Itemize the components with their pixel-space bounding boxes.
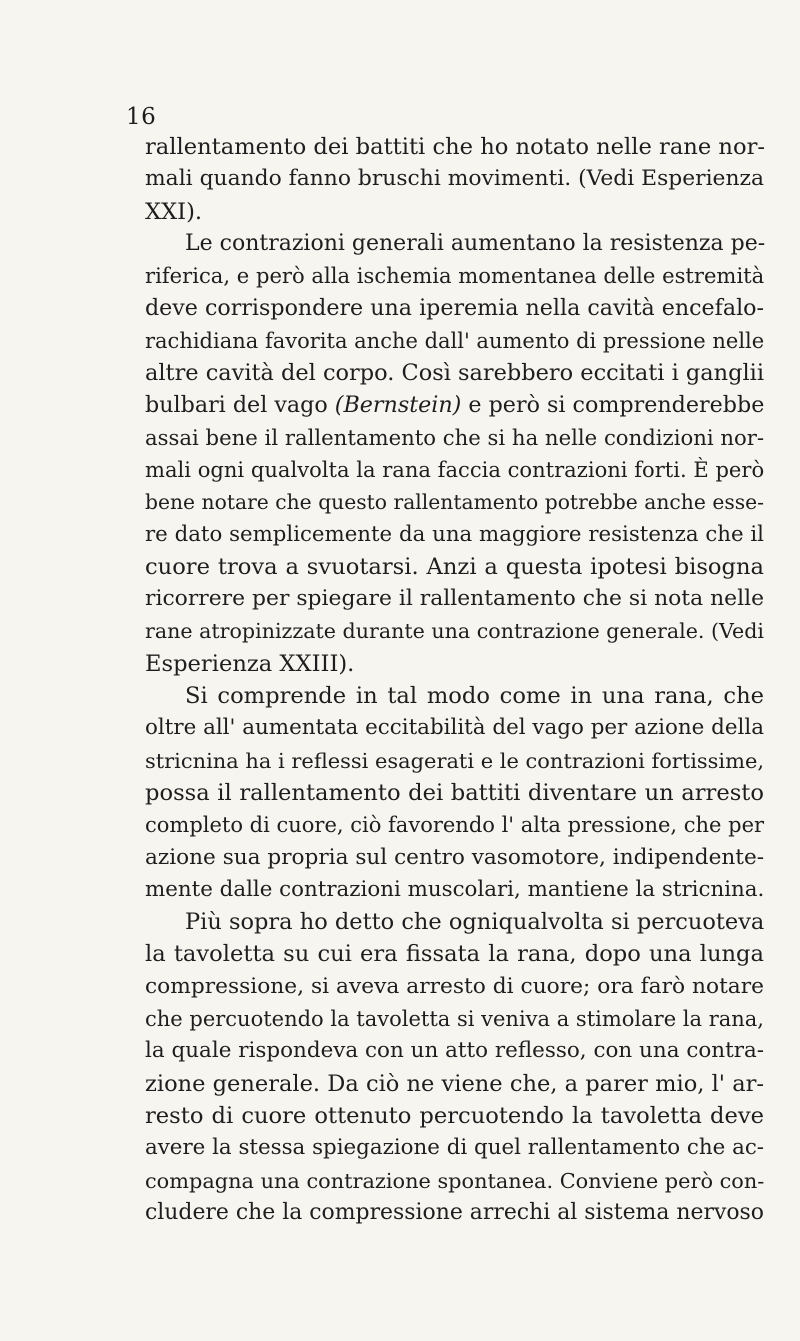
text-line: rane atropinizzate durante una contrazione generale. (Vedi — [145, 619, 764, 644]
text-line: che percuotendo la tavoletta si veniva a stimolare la rana, — [145, 1006, 764, 1032]
body-text — [145, 131, 764, 1229]
text-line: la tavoletta su cui era fissata la rana, dopo una lunga — [145, 941, 764, 968]
text-line: mente dalle contrazioni muscolari, mantiene la stricnina. — [145, 876, 765, 902]
text-line: azione sua propria sul centro vasomotore, indipendente- — [145, 844, 764, 870]
citation-bernstein: (Bernstein) — [334, 392, 462, 419]
text-line: compressione, si aveva arresto di cuore; ora farò notare — [145, 973, 764, 999]
text-line: rachidiana favorita anche dall' aumento di pressione nelle — [145, 327, 765, 353]
text-line: cludere che la compressione arrechi al sistema nervoso — [145, 1199, 764, 1225]
text-line: bene notare che questo rallentamento potrebbe anche esse- — [145, 490, 764, 515]
text-line: ricorrere per spiegare il rallentamento che si nota nelle — [145, 586, 765, 612]
text-line: stricnina ha i reflessi esagerati e le contrazioni fortissime, — [145, 748, 764, 773]
paragraph-start-line: Le contrazioni generali aumentano la resistenza pe- — [185, 230, 766, 256]
text-line: cuore trova a svuotarsi. Anzi a questa ipotesi bisogna — [145, 553, 764, 580]
text-line: avere la stessa spiegazione di quel rallentamento che ac- — [145, 1135, 764, 1161]
text-line: mali ogni qualvolta la rana faccia contrazioni forti. È però — [145, 456, 765, 482]
paragraph-start-line: Si comprende in tal modo come in una rana, che — [185, 683, 764, 710]
text-line: possa il rallentamento dei battiti diventare un arresto — [145, 779, 764, 806]
text-line: altre cavità del corpo. Così sarebbero eccitati i ganglii — [145, 360, 764, 387]
text-line: oltre all' aumentata eccitabilità del vago per azione della — [145, 715, 764, 741]
text-line: mali quando fanno bruschi movimenti. (Vedi Esperienza — [145, 166, 764, 192]
text-line: la quale rispondeva con un atto reflesso, con una contra- — [145, 1038, 764, 1064]
text-line: completo di cuore, ciò favorendo l' alta pressione, che per — [145, 812, 765, 838]
text-line: XXI). — [145, 198, 203, 225]
text-line: riferica, e però alla ischemia momentanea delle estremità — [145, 263, 765, 289]
text-line: rallentamento dei battiti che ho notato nelle rane nor- — [145, 134, 766, 160]
text-line: Esperienza XXIII). — [145, 650, 355, 677]
text-line: compagna una contrazione spontanea. Conviene però con- — [145, 1168, 765, 1193]
text-line: deve corrispondere una iperemia nella cavità encefalo- — [145, 295, 764, 322]
text-line: re dato semplicemente da una maggiore resistenza che il — [145, 521, 764, 547]
page-number: 16 — [126, 104, 157, 130]
text-fragment: bulbari del vago — [145, 392, 335, 419]
paragraph-start-line: Più sopra ho detto che ogniqualvolta si percuoteva — [185, 909, 765, 936]
text-line: resto di cuore ottenuto percuotendo la tavoletta deve — [145, 1102, 764, 1129]
text-line: assai bene il rallentamento che si ha nelle condizioni nor- — [145, 424, 765, 450]
text-fragment: e però si comprenderebbe — [461, 392, 765, 419]
text-line-with-citation — [145, 389, 764, 421]
text-line: zione generale. Da ciò ne viene che, a parer mio, l' ar- — [145, 1070, 764, 1097]
